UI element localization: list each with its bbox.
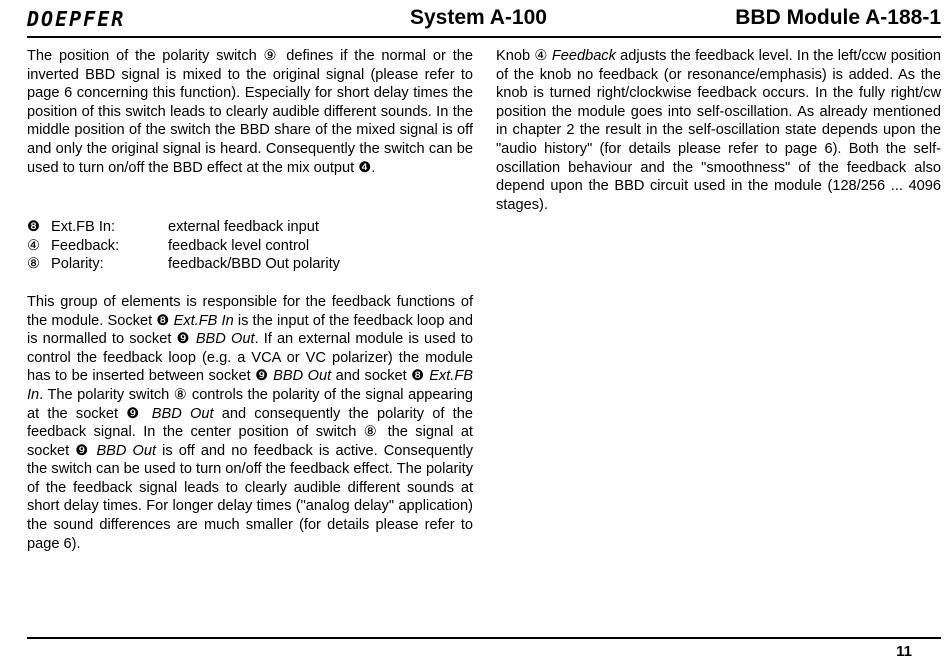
list-item-label: Polarity: [51, 256, 104, 273]
page-header [27, 4, 941, 34]
left-column [27, 47, 473, 553]
footer-rule [27, 637, 941, 639]
module-title: BBD Module A-188-1 [735, 6, 941, 29]
switch-8-symbol: ⑧ [27, 256, 41, 273]
controls-list [27, 218, 473, 274]
right-column [496, 47, 941, 214]
list-item [27, 218, 473, 237]
header-rule [27, 36, 941, 38]
polarity-switch-paragraph: The position of the polarity switch ⑨ defines if the normal or the inverted BBD signal is mixed to the original signal (please refer to page 6 concerning this function). Especially for short delay times the position of this switch leads to clearly audible different sounds. In the middle position of the switch the BBD share of the mixed signal is off and only the original signal is heard. Consequently the switch can be used to turn on/off the BBD effect at the mix output ❹. [27, 48, 473, 176]
feedback-group-paragraph: This group of elements is responsible for the feedback functions of the module. Socket ❽ Ext.FB In is the input of the feedback loop and is normalled to socket ❾ BBD Out. If an external module is used to control the feedback loop (e.g. a VCA or VC polarizer) the module has to be inserted between socket ❾ BBD Out and socket ❽ Ext.FB In. The polarity switch ⑧ controls the polarity of the signal appearing at the socket ❾ BBD Out and consequently the polarity of the feedback signal. In the center position of switch ⑧ the signal at socket ❾ BBD Out is off and no feedback is active. Consequently the switch can be used to turn on/off the feedback effect. The polarity of the feedback signal leads to clearly audible different sounds at short delay times. For longer delay times ("analog delay" application) the sound differences are much smaller (for details please refer to page 6). [27, 293, 473, 552]
list-item-label: Feedback: [51, 237, 120, 254]
doepfer-logo: DOEPFER [27, 7, 126, 31]
list-item-desc: feedback/BBD Out polarity [168, 256, 340, 273]
knob-4-symbol: ④ [27, 237, 41, 254]
system-title: System A-100 [410, 6, 547, 29]
socket-8-symbol: ❽ [27, 219, 41, 236]
list-item-desc: feedback level control [168, 237, 310, 254]
page-number: 11 [896, 643, 912, 660]
list-item-desc: external feedback input [168, 219, 319, 236]
list-item-label: Ext.FB In: [51, 219, 116, 236]
list-item [27, 255, 473, 274]
list-item [27, 237, 473, 256]
feedback-knob-paragraph: Knob ④ Feedback adjusts the feedback level. In the left/ccw position of the knob no feedback (or resonance/emphasis) is added. As the knob is turned right/clockwise feedback occurs. In the fully right/cw position the module goes into self-oscillation. As already mentioned in chapter 2 the result in the self-oscillation state depends upon the "audio history" (for details please refer to page 6). Both the self-oscillation behaviour and the "smoothness" of the feedback also depend upon the BBD circuit used in the module (128/256 ... 4096 stages). [496, 48, 941, 213]
